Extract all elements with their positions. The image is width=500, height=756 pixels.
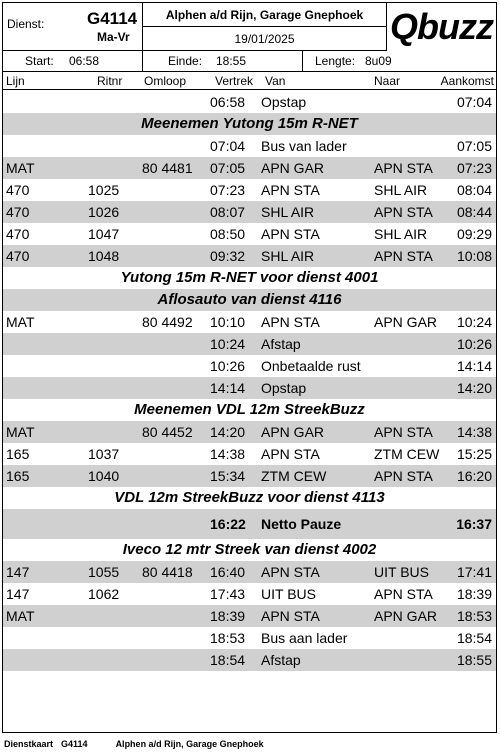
table-row — [3, 605, 496, 627]
cell-vertrek: 08:50 — [210, 226, 246, 242]
cell-van: SHL AIR — [261, 204, 315, 220]
cell-aankomst: 14:14 — [456, 358, 492, 374]
cell-aankomst: 18:39 — [456, 586, 492, 602]
table-row — [3, 245, 496, 267]
cell-ritnr: 1040 — [88, 468, 120, 484]
cell-ritnr: 1055 — [88, 564, 120, 580]
cell-van: SHL AIR — [261, 248, 315, 264]
cell-lijn: 165 — [6, 446, 30, 462]
cell-lijn: 470 — [6, 248, 30, 264]
section-title: Yutong 15m R-NET voor dienst 4001 — [120, 269, 379, 286]
table-row — [3, 157, 496, 179]
cell-aankomst: 18:53 — [456, 608, 492, 624]
dienst-block — [3, 3, 143, 51]
header — [3, 3, 496, 51]
table-row — [3, 627, 496, 649]
table-row — [3, 649, 496, 671]
col-omloop: Omloop — [144, 74, 187, 88]
section-title: Iveco 12 mtr Streek van dienst 4002 — [122, 541, 377, 558]
qbuzz-logo: Qbuzz — [390, 6, 493, 47]
cell-vertrek: 07:04 — [210, 138, 246, 154]
cell-lijn: MAT — [6, 424, 35, 440]
cell-vertrek: 18:54 — [210, 652, 246, 668]
cell-naar: APN STA — [374, 586, 433, 602]
dienstkaart — [2, 2, 497, 733]
cell-naar: APN STA — [374, 160, 433, 176]
cell-omloop: 80 4418 — [142, 564, 193, 580]
table-row — [3, 135, 496, 157]
cell-van: APN STA — [261, 446, 320, 462]
lengte-value: 8u09 — [365, 54, 392, 68]
cell-van: Afstap — [261, 652, 301, 668]
cell-ritnr: 1048 — [88, 248, 120, 264]
table-row — [3, 91, 496, 113]
service-date: 19/01/2025 — [143, 27, 387, 51]
cell-lijn: 165 — [6, 468, 30, 484]
dienst-label: Dienst: — [7, 17, 45, 31]
dienst-code: G4114 — [87, 9, 138, 28]
pause-row — [3, 509, 496, 539]
cell-vertrek: 08:07 — [210, 204, 246, 220]
cell-aankomst: 07:04 — [456, 94, 492, 110]
cell-lijn: MAT — [6, 608, 35, 624]
garage-name: Alphen a/d Rijn, Garage Gnephoek — [143, 3, 387, 27]
table-row — [3, 465, 496, 487]
cell-vertrek: 14:14 — [210, 380, 246, 396]
cell-lijn: 147 — [6, 564, 30, 580]
cell-ritnr: 1062 — [88, 586, 120, 602]
cell-vertrek: 15:34 — [210, 468, 246, 484]
cell-vertrek: 10:10 — [210, 314, 246, 330]
table-row — [3, 443, 496, 465]
cell-aankomst: 14:20 — [456, 380, 492, 396]
cell-ritnr: 1025 — [88, 182, 120, 198]
cell-naar: SHL AIR — [374, 226, 428, 242]
cell-naar: APN GAR — [374, 608, 438, 624]
cell-naar: SHL AIR — [374, 182, 428, 198]
cell-omloop: 80 4481 — [142, 160, 193, 176]
cell-ritnr: 1026 — [88, 204, 120, 220]
section-title: VDL 12m StreekBuzz voor dienst 4113 — [114, 489, 385, 506]
table-row — [3, 179, 496, 201]
cell-aankomst: 15:25 — [456, 446, 492, 462]
cell-aankomst: 07:05 — [456, 138, 492, 154]
cell-naar: ZTM CEW — [374, 446, 440, 462]
schedule-rows — [3, 91, 496, 671]
start-segment — [3, 51, 143, 71]
cell-aankomst: 14:38 — [456, 424, 492, 440]
cell-van: Onbetaalde rust — [261, 358, 361, 374]
cell-omloop: 80 4492 — [142, 314, 193, 330]
cell-vertrek: 10:24 — [210, 336, 246, 352]
cell-van: Opstap — [261, 380, 307, 396]
cell-ritnr: 1037 — [88, 446, 120, 462]
cell-lijn: MAT — [6, 314, 35, 330]
cell-lijn: 147 — [6, 586, 30, 602]
cell-naar: APN STA — [374, 204, 433, 220]
col-aankomst: Aankomst — [440, 74, 494, 88]
col-lijn: Lijn — [6, 74, 25, 88]
footer-kaart: Dienstkaart — [4, 739, 54, 749]
cell-vertrek: 06:58 — [210, 94, 246, 110]
cell-omloop: 80 4452 — [142, 424, 193, 440]
cell-aankomst: 08:04 — [456, 182, 492, 198]
table-row — [3, 333, 496, 355]
cell-vertrek: 10:26 — [210, 358, 246, 374]
cell-aankomst: 16:37 — [456, 516, 492, 532]
lengte-label: Lengte: — [315, 54, 356, 68]
cell-vertrek: 14:38 — [210, 446, 246, 462]
section-title: Meenemen VDL 12m StreekBuzz — [134, 401, 365, 418]
cell-van: Afstap — [261, 336, 301, 352]
einde-segment — [143, 51, 303, 71]
cell-vertrek: 17:43 — [210, 586, 246, 602]
cell-van: UIT BUS — [261, 586, 316, 602]
time-summary — [3, 51, 496, 72]
cell-aankomst: 10:24 — [456, 314, 492, 330]
col-ritnr: Ritnr — [97, 74, 123, 88]
einde-label: Einde: — [168, 54, 203, 68]
einde-time: 18:55 — [216, 54, 247, 68]
footer-garage: Alphen a/d Rijn, Garage Gnephoek — [115, 739, 264, 749]
table-row — [3, 377, 496, 399]
column-headers — [3, 72, 496, 90]
cell-van: Bus aan lader — [261, 630, 348, 646]
cell-lijn: 470 — [6, 226, 30, 242]
cell-van: Netto Pauze — [261, 516, 342, 532]
start-time: 06:58 — [69, 54, 100, 68]
section-title: Meenemen Yutong 15m R-NET — [3, 113, 496, 135]
cell-naar: APN STA — [374, 468, 433, 484]
cell-aankomst: 08:44 — [456, 204, 492, 220]
cell-aankomst: 09:29 — [456, 226, 492, 242]
cell-aankomst: 16:20 — [456, 468, 492, 484]
cell-van: ZTM CEW — [261, 468, 327, 484]
cell-vertrek: 18:39 — [210, 608, 246, 624]
dienst-days: Ma-Vr — [97, 30, 130, 44]
cell-vertrek: 07:23 — [210, 182, 246, 198]
cell-van: APN GAR — [261, 160, 325, 176]
section-title: Aflosauto van dienst 4116 — [3, 289, 496, 311]
cell-van: APN STA — [261, 226, 320, 242]
lengte-segment — [303, 51, 496, 71]
cell-ritnr: 1047 — [88, 226, 120, 242]
cell-naar: APN GAR — [374, 314, 438, 330]
cell-aankomst: 17:41 — [456, 564, 492, 580]
cell-vertrek: 07:05 — [210, 160, 246, 176]
cell-van: APN STA — [261, 564, 320, 580]
cell-aankomst: 10:08 — [456, 248, 492, 264]
cell-naar: UIT BUS — [374, 564, 429, 580]
cell-van: APN STA — [261, 314, 320, 330]
table-row — [3, 583, 496, 605]
table-row — [3, 311, 496, 333]
cell-van: APN STA — [261, 182, 320, 198]
cell-aankomst: 07:23 — [456, 160, 492, 176]
cell-vertrek: 14:20 — [210, 424, 246, 440]
cell-aankomst: 10:26 — [456, 336, 492, 352]
cell-vertrek: 16:40 — [210, 564, 246, 580]
table-row — [3, 561, 496, 583]
start-label: Start: — [25, 54, 54, 68]
cell-aankomst: 18:55 — [456, 652, 492, 668]
cell-lijn: 470 — [6, 182, 30, 198]
cell-naar: APN STA — [374, 248, 433, 264]
col-naar: Naar — [374, 74, 401, 88]
cell-aankomst: 18:54 — [456, 630, 492, 646]
cell-vertrek: 18:53 — [210, 630, 246, 646]
cell-van: APN STA — [261, 608, 320, 624]
cell-lijn: 470 — [6, 204, 30, 220]
col-van: Van — [265, 74, 286, 88]
table-row — [3, 201, 496, 223]
cell-vertrek: 16:22 — [210, 516, 246, 532]
cell-van: Opstap — [261, 94, 307, 110]
table-row — [3, 421, 496, 443]
footer-code: G4114 — [61, 739, 88, 749]
cell-lijn: MAT — [6, 160, 35, 176]
page-footer — [4, 739, 292, 749]
cell-vertrek: 09:32 — [210, 248, 246, 264]
table-row — [3, 223, 496, 245]
cell-van: APN GAR — [261, 424, 325, 440]
cell-naar: APN STA — [374, 424, 433, 440]
cell-van: Bus van lader — [261, 138, 347, 154]
table-row — [3, 355, 496, 377]
col-vertrek: Vertrek — [215, 74, 254, 88]
